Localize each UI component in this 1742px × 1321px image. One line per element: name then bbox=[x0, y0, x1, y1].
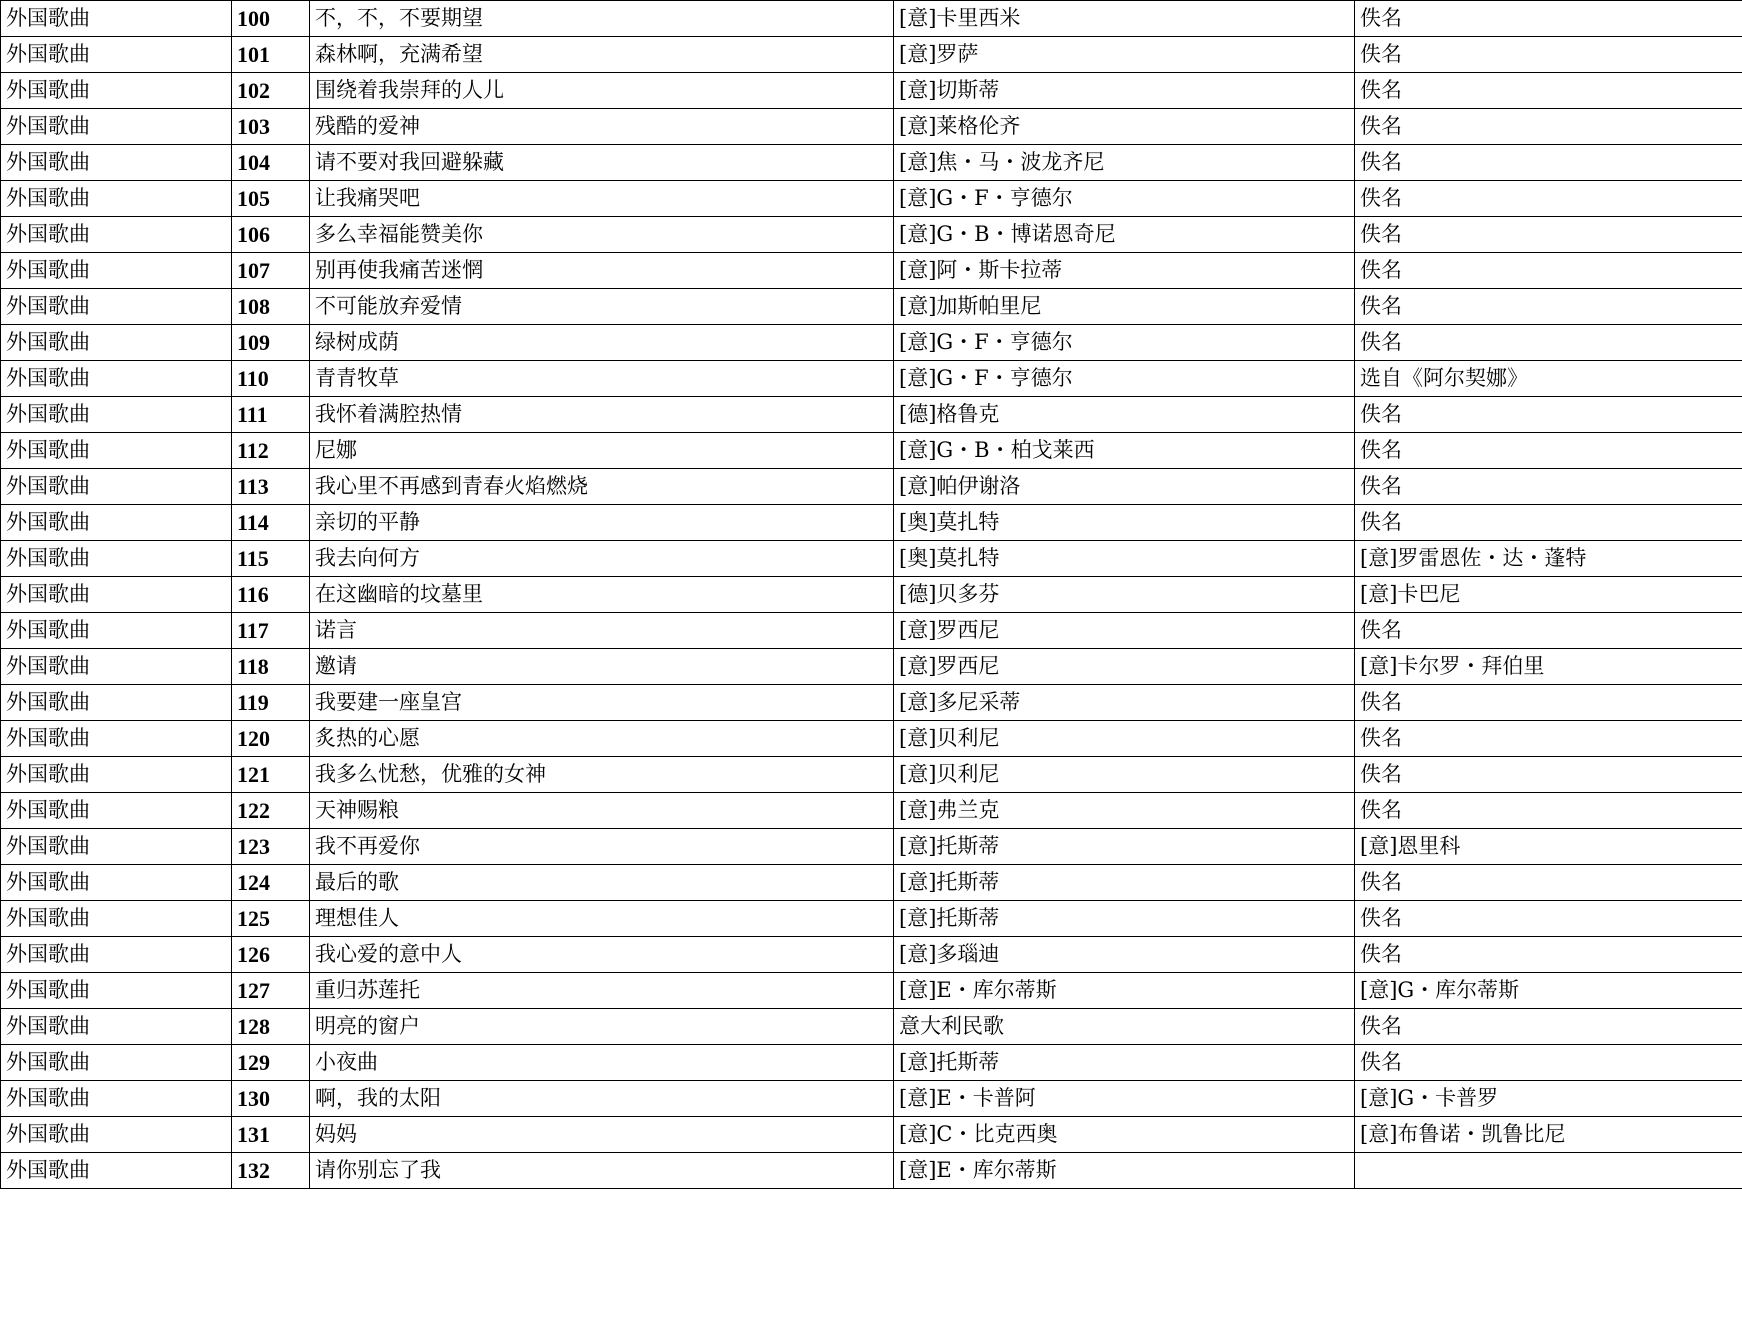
composer-cell[interactable]: [意]罗西尼 bbox=[894, 613, 1355, 649]
category-cell[interactable]: 外国歌曲 bbox=[1, 181, 232, 217]
category-cell[interactable]: 外国歌曲 bbox=[1, 289, 232, 325]
number-cell[interactable]: 102 bbox=[232, 73, 310, 109]
category-cell[interactable]: 外国歌曲 bbox=[1, 217, 232, 253]
composer-cell[interactable]: [意]加斯帕里尼 bbox=[894, 289, 1355, 325]
number-cell[interactable]: 107 bbox=[232, 253, 310, 289]
number-cell[interactable]: 104 bbox=[232, 145, 310, 181]
song-title-cell[interactable]: 残酷的爱神 bbox=[310, 109, 894, 145]
number-cell[interactable]: 113 bbox=[232, 469, 310, 505]
lyricist-cell[interactable]: [意]卡尔罗・拜伯里 bbox=[1355, 649, 1742, 685]
table-row bbox=[1, 289, 1742, 325]
song-title-cell[interactable]: 围绕着我崇拜的人儿 bbox=[310, 73, 894, 109]
table-row bbox=[1, 757, 1742, 793]
lyricist-cell[interactable]: 佚名 bbox=[1355, 1045, 1742, 1081]
category-cell[interactable]: 外国歌曲 bbox=[1, 145, 232, 181]
composer-cell[interactable]: [意]切斯蒂 bbox=[894, 73, 1355, 109]
song-title-cell[interactable]: 绿树成荫 bbox=[310, 325, 894, 361]
category-cell[interactable]: 外国歌曲 bbox=[1, 1117, 232, 1153]
song-title-cell[interactable]: 理想佳人 bbox=[310, 901, 894, 937]
song-title-cell[interactable]: 我心爱的意中人 bbox=[310, 937, 894, 973]
composer-cell[interactable]: [意]阿・斯卡拉蒂 bbox=[894, 253, 1355, 289]
table-row bbox=[1, 109, 1742, 145]
category-cell[interactable]: 外国歌曲 bbox=[1, 325, 232, 361]
composer-cell[interactable]: [意]帕伊谢洛 bbox=[894, 469, 1355, 505]
table-row bbox=[1, 1045, 1742, 1081]
lyricist-cell[interactable]: [意]布鲁诺・凯鲁比尼 bbox=[1355, 1117, 1742, 1153]
composer-cell[interactable]: [意]G・F・亨德尔 bbox=[894, 325, 1355, 361]
composer-cell[interactable]: [意]G・B・柏戈莱西 bbox=[894, 433, 1355, 469]
category-cell[interactable]: 外国歌曲 bbox=[1, 73, 232, 109]
composer-cell[interactable]: [意]托斯蒂 bbox=[894, 1045, 1355, 1081]
lyricist-cell[interactable]: 佚名 bbox=[1355, 505, 1742, 541]
song-title-cell[interactable]: 我去向何方 bbox=[310, 541, 894, 577]
song-title-cell[interactable]: 青青牧草 bbox=[310, 361, 894, 397]
lyricist-cell[interactable]: 佚名 bbox=[1355, 37, 1742, 73]
table-row bbox=[1, 793, 1742, 829]
composer-cell[interactable]: [意]贝利尼 bbox=[894, 757, 1355, 793]
song-title-cell[interactable]: 啊，我的太阳 bbox=[310, 1081, 894, 1117]
lyricist-cell[interactable]: 佚名 bbox=[1355, 901, 1742, 937]
category-cell[interactable]: 外国歌曲 bbox=[1, 901, 232, 937]
category-cell[interactable]: 外国歌曲 bbox=[1, 721, 232, 757]
composer-cell[interactable]: [意]托斯蒂 bbox=[894, 901, 1355, 937]
song-title-cell[interactable]: 明亮的窗户 bbox=[310, 1009, 894, 1045]
composer-cell[interactable]: [意]贝利尼 bbox=[894, 721, 1355, 757]
table-row bbox=[1, 253, 1742, 289]
lyricist-cell[interactable] bbox=[1355, 1153, 1742, 1189]
composer-cell[interactable]: [意]E・库尔蒂斯 bbox=[894, 973, 1355, 1009]
lyricist-cell[interactable]: 佚名 bbox=[1355, 325, 1742, 361]
table-row bbox=[1, 613, 1742, 649]
song-title-cell[interactable]: 不，不，不要期望 bbox=[310, 1, 894, 37]
lyricist-cell[interactable]: 佚名 bbox=[1355, 865, 1742, 901]
composer-cell[interactable]: [德]贝多芬 bbox=[894, 577, 1355, 613]
number-cell[interactable]: 106 bbox=[232, 217, 310, 253]
composer-cell[interactable]: [意]多尼采蒂 bbox=[894, 685, 1355, 721]
lyricist-cell[interactable]: [意]G・卡普罗 bbox=[1355, 1081, 1742, 1117]
number-cell[interactable]: 110 bbox=[232, 361, 310, 397]
composer-cell[interactable]: [意]G・F・亨德尔 bbox=[894, 181, 1355, 217]
lyricist-cell[interactable]: 佚名 bbox=[1355, 937, 1742, 973]
table-row bbox=[1, 937, 1742, 973]
lyricist-cell[interactable]: 佚名 bbox=[1355, 73, 1742, 109]
table-row bbox=[1, 685, 1742, 721]
lyricist-cell[interactable]: 佚名 bbox=[1355, 685, 1742, 721]
lyricist-cell[interactable]: 佚名 bbox=[1355, 181, 1742, 217]
number-cell[interactable]: 124 bbox=[232, 865, 310, 901]
lyricist-cell[interactable]: 佚名 bbox=[1355, 397, 1742, 433]
number-cell[interactable]: 111 bbox=[232, 397, 310, 433]
composer-cell[interactable]: [意]焦・马・波龙齐尼 bbox=[894, 145, 1355, 181]
composer-cell[interactable]: [奥]莫扎特 bbox=[894, 541, 1355, 577]
composer-cell[interactable]: [意]莱格伦齐 bbox=[894, 109, 1355, 145]
composer-cell[interactable]: [意]托斯蒂 bbox=[894, 865, 1355, 901]
table-row bbox=[1, 361, 1742, 397]
lyricist-cell[interactable]: 佚名 bbox=[1355, 721, 1742, 757]
lyricist-cell[interactable]: [意]卡巴尼 bbox=[1355, 577, 1742, 613]
number-cell[interactable]: 127 bbox=[232, 973, 310, 1009]
table-row bbox=[1, 1, 1742, 37]
song-title-cell[interactable]: 我怀着满腔热情 bbox=[310, 397, 894, 433]
table-row bbox=[1, 145, 1742, 181]
table-row bbox=[1, 1081, 1742, 1117]
composer-cell[interactable]: [意]弗兰克 bbox=[894, 793, 1355, 829]
category-cell[interactable]: 外国歌曲 bbox=[1, 829, 232, 865]
category-cell[interactable]: 外国歌曲 bbox=[1, 973, 232, 1009]
table-row bbox=[1, 577, 1742, 613]
lyricist-cell[interactable]: 佚名 bbox=[1355, 469, 1742, 505]
number-cell[interactable]: 132 bbox=[232, 1153, 310, 1189]
number-cell[interactable]: 128 bbox=[232, 1009, 310, 1045]
category-cell[interactable]: 外国歌曲 bbox=[1, 1153, 232, 1189]
composer-cell[interactable]: 意大利民歌 bbox=[894, 1009, 1355, 1045]
lyricist-cell[interactable]: 佚名 bbox=[1355, 253, 1742, 289]
number-cell[interactable]: 108 bbox=[232, 289, 310, 325]
lyricist-cell[interactable]: 佚名 bbox=[1355, 433, 1742, 469]
number-cell[interactable]: 130 bbox=[232, 1081, 310, 1117]
lyricist-cell[interactable]: 佚名 bbox=[1355, 109, 1742, 145]
category-cell[interactable]: 外国歌曲 bbox=[1, 649, 232, 685]
number-cell[interactable]: 131 bbox=[232, 1117, 310, 1153]
number-cell[interactable]: 123 bbox=[232, 829, 310, 865]
number-cell[interactable]: 114 bbox=[232, 505, 310, 541]
number-cell[interactable]: 116 bbox=[232, 577, 310, 613]
composer-cell[interactable]: [意]C・比克西奥 bbox=[894, 1117, 1355, 1153]
category-cell[interactable]: 外国歌曲 bbox=[1, 937, 232, 973]
table-row bbox=[1, 721, 1742, 757]
number-cell[interactable]: 125 bbox=[232, 901, 310, 937]
category-cell[interactable]: 外国歌曲 bbox=[1, 1045, 232, 1081]
lyricist-cell[interactable]: 佚名 bbox=[1355, 145, 1742, 181]
song-title-cell[interactable]: 我要建一座皇宫 bbox=[310, 685, 894, 721]
table-row bbox=[1, 505, 1742, 541]
category-cell[interactable]: 外国歌曲 bbox=[1, 505, 232, 541]
composer-cell[interactable]: [意]多瑙迪 bbox=[894, 937, 1355, 973]
category-cell[interactable]: 外国歌曲 bbox=[1, 577, 232, 613]
composer-cell[interactable]: [奥]莫扎特 bbox=[894, 505, 1355, 541]
table-row bbox=[1, 181, 1742, 217]
table-row bbox=[1, 73, 1742, 109]
lyricist-cell[interactable]: 佚名 bbox=[1355, 613, 1742, 649]
table-row bbox=[1, 397, 1742, 433]
number-cell[interactable]: 118 bbox=[232, 649, 310, 685]
composer-cell[interactable]: [德]格鲁克 bbox=[894, 397, 1355, 433]
composer-cell[interactable]: [意]G・F・亨德尔 bbox=[894, 361, 1355, 397]
composer-cell[interactable]: [意]卡里西米 bbox=[894, 1, 1355, 37]
song-table-body bbox=[1, 1, 1742, 1189]
composer-cell[interactable]: [意]G・B・博诺恩奇尼 bbox=[894, 217, 1355, 253]
song-title-cell[interactable]: 多么幸福能赞美你 bbox=[310, 217, 894, 253]
lyricist-cell[interactable]: [意]罗雷恩佐・达・蓬特 bbox=[1355, 541, 1742, 577]
composer-cell[interactable]: [意]E・卡普阿 bbox=[894, 1081, 1355, 1117]
song-title-cell[interactable]: 邀请 bbox=[310, 649, 894, 685]
number-cell[interactable]: 100 bbox=[232, 1, 310, 37]
lyricist-cell[interactable]: 佚名 bbox=[1355, 1009, 1742, 1045]
number-cell[interactable]: 109 bbox=[232, 325, 310, 361]
category-cell[interactable]: 外国歌曲 bbox=[1, 361, 232, 397]
category-cell[interactable]: 外国歌曲 bbox=[1, 1081, 232, 1117]
table-row bbox=[1, 865, 1742, 901]
song-title-cell[interactable]: 我不再爱你 bbox=[310, 829, 894, 865]
table-row bbox=[1, 1153, 1742, 1189]
category-cell[interactable]: 外国歌曲 bbox=[1, 757, 232, 793]
table-row bbox=[1, 1009, 1742, 1045]
song-title-cell[interactable]: 请你别忘了我 bbox=[310, 1153, 894, 1189]
number-cell[interactable]: 122 bbox=[232, 793, 310, 829]
song-title-cell[interactable]: 重归苏莲托 bbox=[310, 973, 894, 1009]
category-cell[interactable]: 外国歌曲 bbox=[1, 253, 232, 289]
number-cell[interactable]: 120 bbox=[232, 721, 310, 757]
composer-cell[interactable]: [意]罗萨 bbox=[894, 37, 1355, 73]
number-cell[interactable]: 126 bbox=[232, 937, 310, 973]
song-title-cell[interactable]: 在这幽暗的坟墓里 bbox=[310, 577, 894, 613]
lyricist-cell[interactable]: 佚名 bbox=[1355, 289, 1742, 325]
category-cell[interactable]: 外国歌曲 bbox=[1, 397, 232, 433]
song-title-cell[interactable]: 天神赐粮 bbox=[310, 793, 894, 829]
number-cell[interactable]: 101 bbox=[232, 37, 310, 73]
song-title-cell[interactable]: 小夜曲 bbox=[310, 1045, 894, 1081]
lyricist-cell[interactable]: [意]G・库尔蒂斯 bbox=[1355, 973, 1742, 1009]
composer-cell[interactable]: [意]托斯蒂 bbox=[894, 829, 1355, 865]
category-cell[interactable]: 外国歌曲 bbox=[1, 37, 232, 73]
number-cell[interactable]: 119 bbox=[232, 685, 310, 721]
table-row bbox=[1, 325, 1742, 361]
table-row bbox=[1, 433, 1742, 469]
lyricist-cell[interactable]: 佚名 bbox=[1355, 757, 1742, 793]
song-title-cell[interactable]: 我心里不再感到青春火焰燃烧 bbox=[310, 469, 894, 505]
table-row bbox=[1, 973, 1742, 1009]
category-cell[interactable]: 外国歌曲 bbox=[1, 541, 232, 577]
lyricist-cell[interactable]: 佚名 bbox=[1355, 1, 1742, 37]
song-title-cell[interactable]: 我多么忧愁，优雅的女神 bbox=[310, 757, 894, 793]
number-cell[interactable]: 121 bbox=[232, 757, 310, 793]
song-title-cell[interactable]: 请不要对我回避躲藏 bbox=[310, 145, 894, 181]
song-title-cell[interactable]: 尼娜 bbox=[310, 433, 894, 469]
category-cell[interactable]: 外国歌曲 bbox=[1, 109, 232, 145]
song-title-cell[interactable]: 让我痛哭吧 bbox=[310, 181, 894, 217]
category-cell[interactable]: 外国歌曲 bbox=[1, 469, 232, 505]
category-cell[interactable]: 外国歌曲 bbox=[1, 793, 232, 829]
category-cell[interactable]: 外国歌曲 bbox=[1, 1009, 232, 1045]
composer-cell[interactable]: [意]E・库尔蒂斯 bbox=[894, 1153, 1355, 1189]
lyricist-cell[interactable]: 佚名 bbox=[1355, 217, 1742, 253]
song-title-cell[interactable]: 森林啊，充满希望 bbox=[310, 37, 894, 73]
table-row bbox=[1, 541, 1742, 577]
category-cell[interactable]: 外国歌曲 bbox=[1, 685, 232, 721]
category-cell[interactable]: 外国歌曲 bbox=[1, 613, 232, 649]
category-cell[interactable]: 外国歌曲 bbox=[1, 865, 232, 901]
category-cell[interactable]: 外国歌曲 bbox=[1, 433, 232, 469]
table-row bbox=[1, 217, 1742, 253]
song-title-cell[interactable]: 亲切的平静 bbox=[310, 505, 894, 541]
number-cell[interactable]: 129 bbox=[232, 1045, 310, 1081]
song-title-cell[interactable]: 最后的歌 bbox=[310, 865, 894, 901]
number-cell[interactable]: 112 bbox=[232, 433, 310, 469]
lyricist-cell[interactable]: 选自《阿尔契娜》 bbox=[1355, 361, 1742, 397]
song-title-cell[interactable]: 妈妈 bbox=[310, 1117, 894, 1153]
table-row bbox=[1, 649, 1742, 685]
lyricist-cell[interactable]: [意]恩里科 bbox=[1355, 829, 1742, 865]
table-row bbox=[1, 829, 1742, 865]
composer-cell[interactable]: [意]罗西尼 bbox=[894, 649, 1355, 685]
table-row bbox=[1, 469, 1742, 505]
number-cell[interactable]: 105 bbox=[232, 181, 310, 217]
table-row bbox=[1, 37, 1742, 73]
table-row bbox=[1, 901, 1742, 937]
table-row bbox=[1, 1117, 1742, 1153]
song-title-cell[interactable]: 诺言 bbox=[310, 613, 894, 649]
category-cell[interactable]: 外国歌曲 bbox=[1, 1, 232, 37]
number-cell[interactable]: 117 bbox=[232, 613, 310, 649]
song-title-cell[interactable]: 不可能放弃爱情 bbox=[310, 289, 894, 325]
song-title-cell[interactable]: 别再使我痛苦迷惘 bbox=[310, 253, 894, 289]
song-title-cell[interactable]: 炙热的心愿 bbox=[310, 721, 894, 757]
number-cell[interactable]: 115 bbox=[232, 541, 310, 577]
lyricist-cell[interactable]: 佚名 bbox=[1355, 793, 1742, 829]
number-cell[interactable]: 103 bbox=[232, 109, 310, 145]
